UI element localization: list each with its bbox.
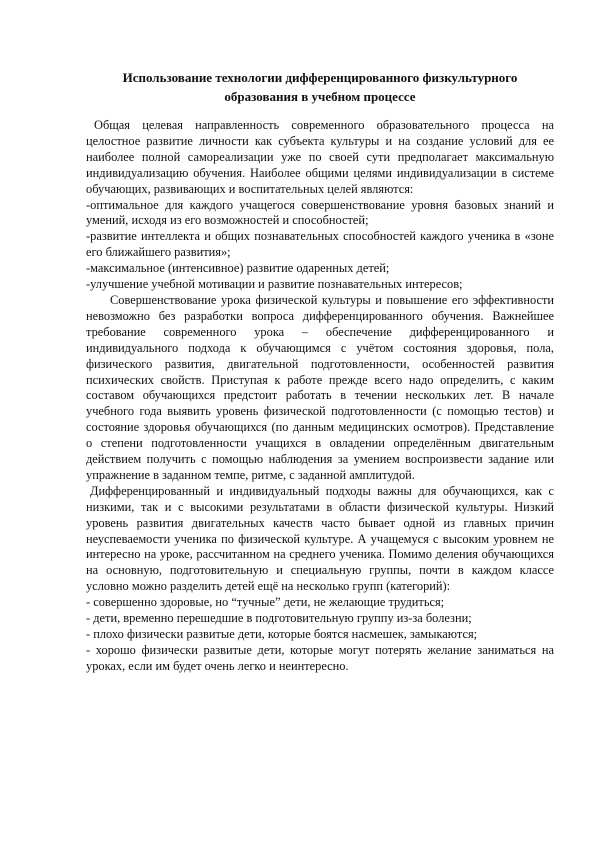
list-item: -улучшение учебной мотивации и развитие познавательных интересов; [86, 277, 463, 292]
paragraph-lesson-improvement: Совершенствование урока физической культуры и повышение его эффективности невозможно без разработки вопроса дифференцированного обучения. Важнейшее требование современного урока – обеспечение дифференцированного и индивидуального подхода к обучающимся с учётом состояния здоровья, пола, физического развития, двигательной подготовленности, особенностей развития психических свойств. Приступая к работе прежде всего надо определить, с каким составом обучающихся предстоит работать в течении нескольких лет. В начале учебного года выявить уровень физической подготовленности (с помощью тестов) и состояние здоровья обучающихся (по данным медицинских осмотров). Представление о степени подготовленности учащихся в овладении определённым двигательным действием получить с помощью наблюдения за умением воспроизвести задание или упражнение в заданном темпе, ритме, с заданной амплитудой. [86, 292, 554, 482]
list-item: -максимальное (интенсивное) развитие одаренных детей; [86, 261, 390, 276]
document-title [86, 68, 554, 106]
paragraph-approaches: Дифференцированный и индивидуальный подходы важны для обучающихся, как с низкими, так и с высокими результатами в области физической культуры. Низкий уровень развития двигательных качеств часто бывает одной из главных причин неуспеваемости ученика по физической культуре. А учащемуся с высоким уровнем не интересно на уроке, рассчитанном на среднего ученика. Помимо деления обучающихся на основную, подготовительную и специальную группы, почти в каждом классе условно можно разделить детей ещё на несколько групп (категорий): [86, 483, 554, 594]
title-line-1: Использование технологии дифференцированного физкультурного [122, 70, 518, 85]
list-item: - дети, временно перешедшие в подготовительную группу из-за болезни; [86, 611, 472, 626]
list-item: - совершенно здоровые, но “тучные” дети, не желающие трудиться; [86, 595, 445, 610]
document-body [86, 118, 554, 675]
paragraph-intro: Общая целевая направленность современного образовательного процесса на целостное развитие личности как субъекта культуры и на создание условий для ее наиболее полной самореализации уже по своей сути предполагает максимальную индивидуализацию обучения. Наиболее общими целями индивидуализации в системе обучающих, развивающих и воспитательных целей являются: [86, 118, 554, 196]
document-page [86, 68, 554, 675]
list-item: -оптимальное для каждого учащегося совершенствование уровня базовых знаний и умений, исходя из его возможностей и способностей; [86, 197, 554, 228]
list-item: - хорошо физически развитые дети, которые могут потерять желание заниматься на уроках, если им будет очень легко и неинтересно. [86, 642, 554, 673]
title-line-2: образования в учебном процессе [224, 89, 416, 104]
list-item: - плохо физически развитые дети, которые боятся насмешек, замыкаются; [86, 627, 478, 641]
list-item: -развитие интеллекта и общих познавательных способностей каждого ученика в «зоне его ближайшего развития»; [86, 229, 554, 260]
